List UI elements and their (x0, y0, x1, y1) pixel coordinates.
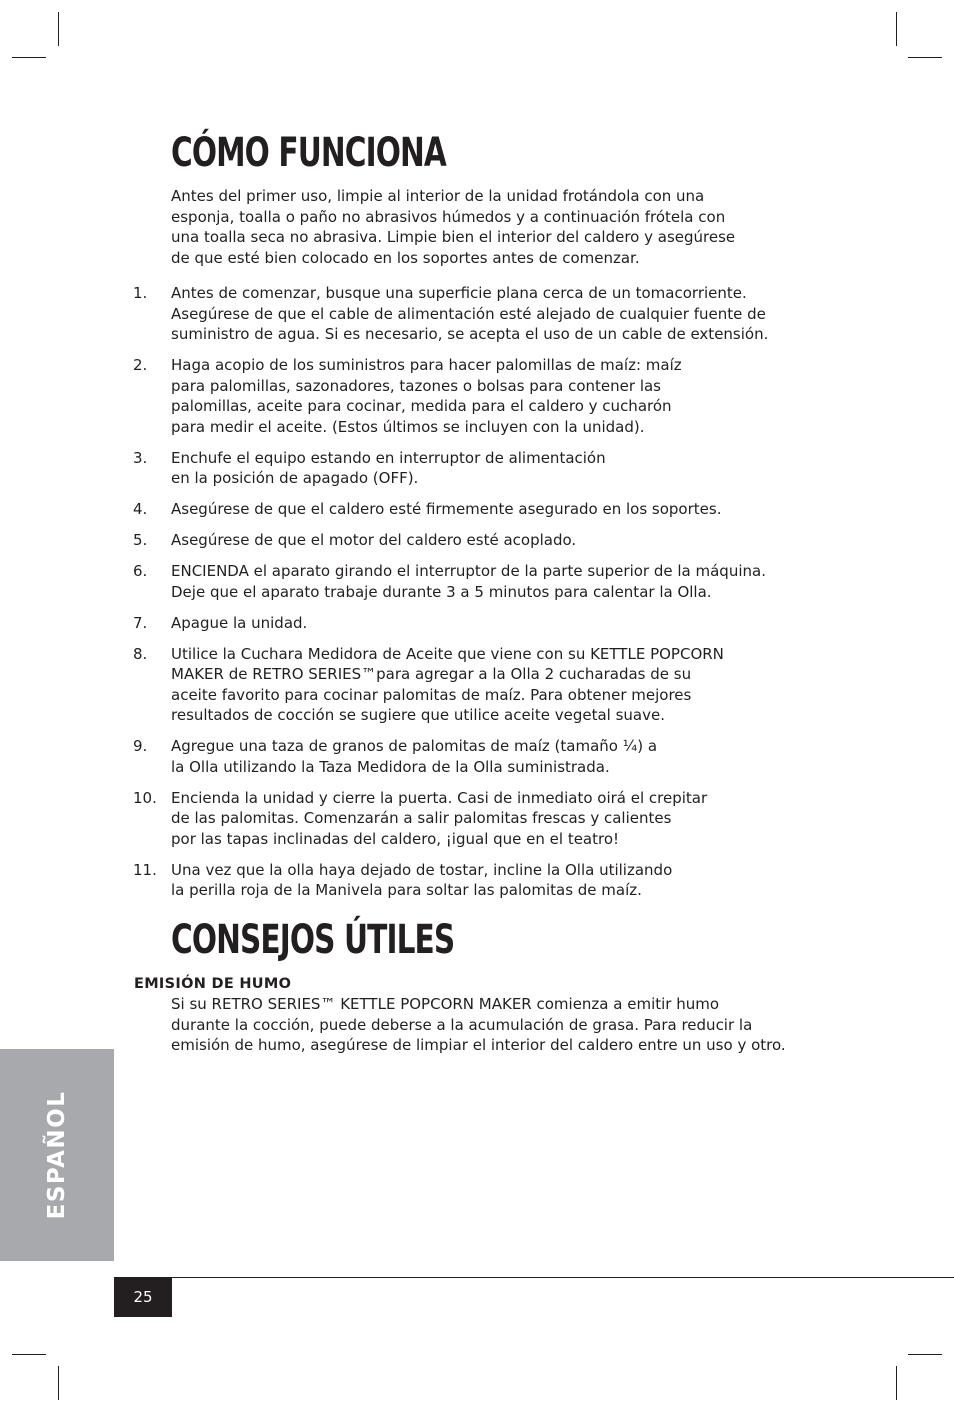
page-number: 25 (114, 1278, 172, 1317)
step-item (133, 736, 833, 777)
crop-mark-top-left-vertical (58, 12, 59, 46)
step-number: 3. (133, 448, 148, 467)
step-number: 6. (133, 562, 148, 580)
step-item (133, 644, 833, 726)
step-item (133, 613, 833, 634)
footer-rule (114, 1277, 954, 1278)
crop-mark-bottom-left-horizontal (12, 1354, 46, 1355)
instruction-steps-list (133, 283, 833, 911)
step-text: Asegúrese de que el caldero esté firmemente asegurado en los soportes. (171, 500, 722, 518)
step-text: Antes de comenzar, busque una superficie plana cerca de un tomacorriente. Asegúrese de que el cable de alimentación esté alejado de cualquier fuente de suministro de agua. Si es necesario, se acepta el uso de un cable de extensión. (171, 284, 769, 343)
intro-paragraph: Antes del primer uso, limpie al interior de la unidad frotándola con una esponja, toalla o paño no abrasivos húmedos y a continuación frótela con una toalla seca no abrasiva. Limpie bien el interior del caldero y asegúrese de que esté bien colocado en los soportes antes de comenzar. (171, 187, 736, 267)
step-text: Apague la unidad. (171, 613, 308, 632)
crop-mark-bottom-right-vertical (896, 1366, 897, 1400)
step-text: Una vez que la olla haya dejado de tostar, incline la Olla utilizando la perilla roja de la Manivela para soltar las palomitas de maíz. (171, 860, 673, 899)
crop-mark-bottom-right-horizontal (908, 1354, 942, 1355)
step-item (133, 561, 833, 602)
language-tab-label: ESPAÑOL (44, 1090, 70, 1220)
step-text: Encienda la unidad y cierre la puerta. Casi de inmediato oirá el crepitar de las palomitas. Comenzarán a salir palomitas frescas y calientes por las tapas inclinadas del caldero, ¡igual que en el teatro! (171, 788, 708, 848)
section-title-consejos-utiles: CONSEJOS ÚTILES (171, 917, 455, 963)
step-text: Haga acopio de los suministros para hacer palomillas de maíz: maíz para palomillas, sazonadores, tazones o bolsas para contener las palomillas, aceite para cocinar, medida para el caldero y cucharón para medir el aceite. (Estos últimos se incluyen con la unidad). (171, 356, 682, 436)
step-text: Asegúrese de que el motor del caldero esté acoplado. (171, 531, 577, 549)
step-number: 1. (133, 284, 148, 302)
step-number: 4. (133, 500, 148, 518)
step-item (133, 860, 833, 901)
section-title-como-funciona: CÓMO FUNCIONA (171, 130, 446, 176)
subheading-emision-de-humo: EMISIÓN DE HUMO (134, 976, 292, 992)
crop-mark-top-right-horizontal (908, 57, 942, 58)
language-side-tab (0, 1049, 114, 1261)
step-text: Enchufe el equipo estando en interruptor de alimentación en la posición de apagado (OFF). (171, 448, 606, 487)
step-number: 2. (133, 356, 148, 374)
step-text: Utilice la Cuchara Medidora de Aceite que viene con su KETTLE POPCORN MAKER de RETRO SERIES™para agregar a la Olla 2 cucharadas de su aceite favorito para cocinar palomitas de maíz. Para obtener mejores resultados de cocción se sugiere que utilice aceite vegetal suave. (171, 644, 724, 724)
step-item (133, 788, 833, 850)
step-number: 10. (133, 788, 157, 807)
step-text: ENCIENDA el aparato girando el interruptor de la parte superior de la máquina. Deje que el aparato trabaje durante 3 a 5 minutos para calentar la Olla. (171, 562, 766, 601)
step-item (133, 283, 833, 345)
crop-mark-top-left-horizontal (12, 57, 46, 58)
crop-mark-top-right-vertical (896, 12, 897, 46)
step-number: 7. (133, 613, 148, 632)
step-text: Agregue una taza de granos de palomitas de maíz (tamaño ¼) a la Olla utilizando la Taza Medidora de la Olla suministrada. (171, 737, 658, 776)
step-number: 5. (133, 531, 148, 549)
step-item (133, 448, 833, 489)
tip-paragraph: Si su RETRO SERIES™ KETTLE POPCORN MAKER comienza a emitir humo durante la cocción, puede deberse a la acumulación de grasa. Para reducir la emisión de humo, asegúrese de limpiar el interior del caldero entre un uso y otro. (171, 995, 786, 1054)
step-item (133, 530, 833, 551)
step-number: 9. (133, 737, 148, 755)
step-number: 8. (133, 644, 148, 663)
step-number: 11. (133, 860, 157, 879)
step-item (133, 355, 833, 437)
step-item (133, 499, 833, 520)
crop-mark-bottom-left-vertical (58, 1366, 59, 1400)
